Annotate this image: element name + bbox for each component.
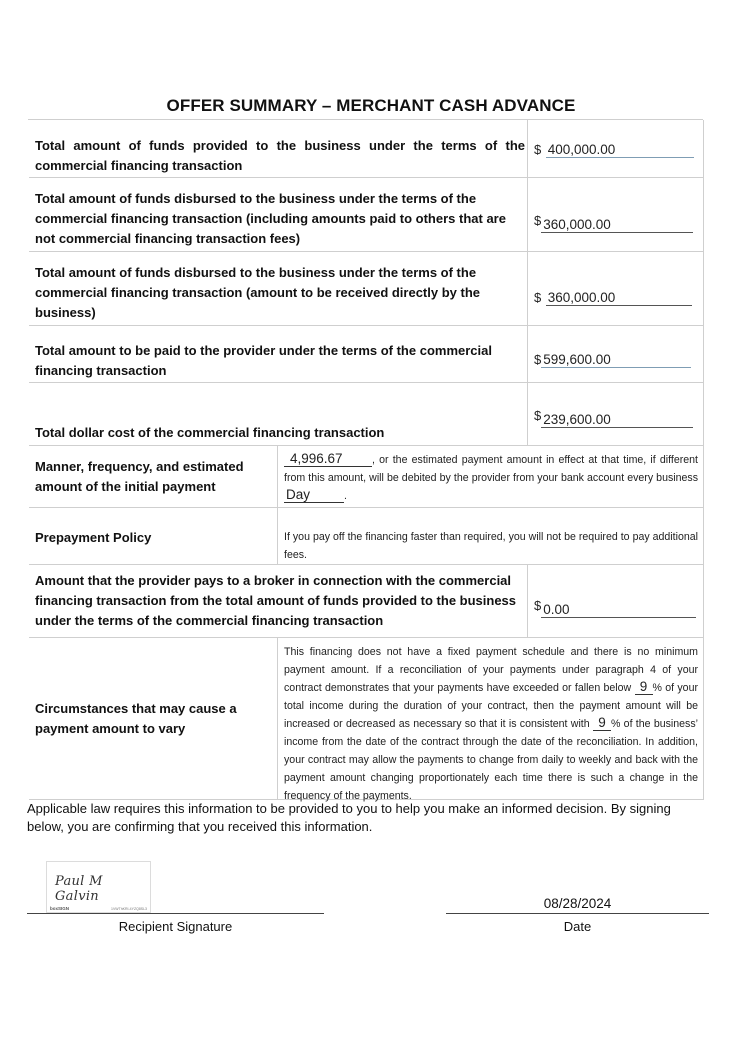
amount-field[interactable]: 0.00 <box>541 602 696 618</box>
currency-symbol: $ <box>534 598 542 613</box>
vary-text-3: % of the business’ income from the date of the contract through the date of the reconciliation. In addition, your contract may allow the payments to change from daily to weekly and back with the payment amount changing proportionately each time there is such a change in the frequency of the payments. <box>284 718 698 802</box>
row-label: Total amount of funds disbursed to the business under the terms of the commercial financing transaction (including amounts paid to others that are not commercial financing transaction fees) <box>35 191 506 246</box>
date-line <box>446 913 709 914</box>
signature-id: 1VWThKRI-4YZQ8SL3 <box>111 907 147 911</box>
amount-field[interactable]: 400,000.00 <box>546 142 694 158</box>
table-row-funds-disbursed-direct <box>29 252 704 326</box>
date-field[interactable]: 08/28/2024 <box>543 896 612 911</box>
percentage-field-1[interactable]: 9 <box>635 680 653 695</box>
prepayment-text: If you pay off the financing faster than required, you will not be required to pay additional fees. <box>284 531 698 561</box>
table-row-total-dollar-cost <box>29 383 704 446</box>
table-row-initial-payment: Manner, frequency, and estimated amount of the initial payment 4,996.67 , or the estimated payment amount in effect at that time, if different from this amount, will be debited by the provider from your bank account every business Day . <box>29 446 704 508</box>
offer-summary-table <box>28 119 703 802</box>
row-label: Total amount to be paid to the provider under the terms of the commercial financing transaction <box>35 343 492 378</box>
percentage-field-2[interactable]: 9 <box>593 716 611 731</box>
payment-description: , or the estimated payment amount in effect at that time, if different from this amount, will be debited by the provider from your bank account every business <box>284 454 698 484</box>
currency-symbol: $ <box>534 290 542 305</box>
vary-text-1: This financing does not have a fixed payment schedule and there is no minimum payment amount. If a reconciliation of your payments under paragraph 4 of your contract demonstrates that your payments have exceeded or fallen below <box>284 646 698 694</box>
signature-name: Paul M Galvin <box>55 874 103 904</box>
amount-field[interactable]: 239,600.00 <box>541 412 693 428</box>
table-row-funds-provided <box>29 120 704 178</box>
signature-line <box>27 913 324 914</box>
payment-frequency-field[interactable]: Day <box>284 488 344 503</box>
date-label: Date <box>563 919 592 934</box>
page-title: OFFER SUMMARY – MERCHANT CASH ADVANCE <box>166 96 576 115</box>
row-label: Amount that the provider pays to a broker in connection with the commercial financing transaction from the total amount of funds provided to the business under the terms of the commercial financing transaction <box>35 573 517 628</box>
table-row-broker-payment <box>29 565 704 638</box>
row-label: Circumstances that may cause a payment amount to vary <box>35 701 237 736</box>
table-row-total-to-be-paid <box>29 326 704 383</box>
signature-image <box>46 861 151 913</box>
currency-symbol: $ <box>534 352 542 367</box>
currency-symbol: $ <box>534 408 542 423</box>
currency-symbol: $ <box>534 213 542 228</box>
signature-label: Recipient Signature <box>118 919 233 934</box>
amount-field[interactable]: 360,000.00 <box>546 290 692 306</box>
row-label: Total amount of funds disbursed to the business under the terms of the commercial financing transaction (amount to be received directly by the business) <box>35 265 481 320</box>
amount-field[interactable]: 599,600.00 <box>541 352 691 368</box>
vary-text-2: % of your total income during the duration of your contract, then the payment amount will be increased or decreased as necessary so that it is consistent with <box>284 682 698 730</box>
table-row-funds-disbursed-total <box>29 178 704 252</box>
row-label: Manner, frequency, and estimated amount of the initial payment <box>35 459 244 494</box>
table-row-prepayment-policy <box>29 508 704 565</box>
box-sign-logo: boxSIGN <box>50 906 70 911</box>
table-row-payment-vary <box>29 638 704 800</box>
amount-field[interactable]: 360,000.00 <box>541 217 693 233</box>
row-label: Total dollar cost of the commercial financing transaction <box>35 425 385 440</box>
payment-amount-field[interactable]: 4,996.67 <box>284 452 372 467</box>
currency-symbol: $ <box>534 142 542 157</box>
disclosure-footnote: Applicable law requires this information to be provided to you to help you make an informed decision. By signing below, you are confirming that you received this information. <box>27 801 671 834</box>
row-label: Prepayment Policy <box>35 530 152 545</box>
row-label: Total amount of funds provided to the business under the terms of the commercial financing transaction <box>35 138 525 173</box>
